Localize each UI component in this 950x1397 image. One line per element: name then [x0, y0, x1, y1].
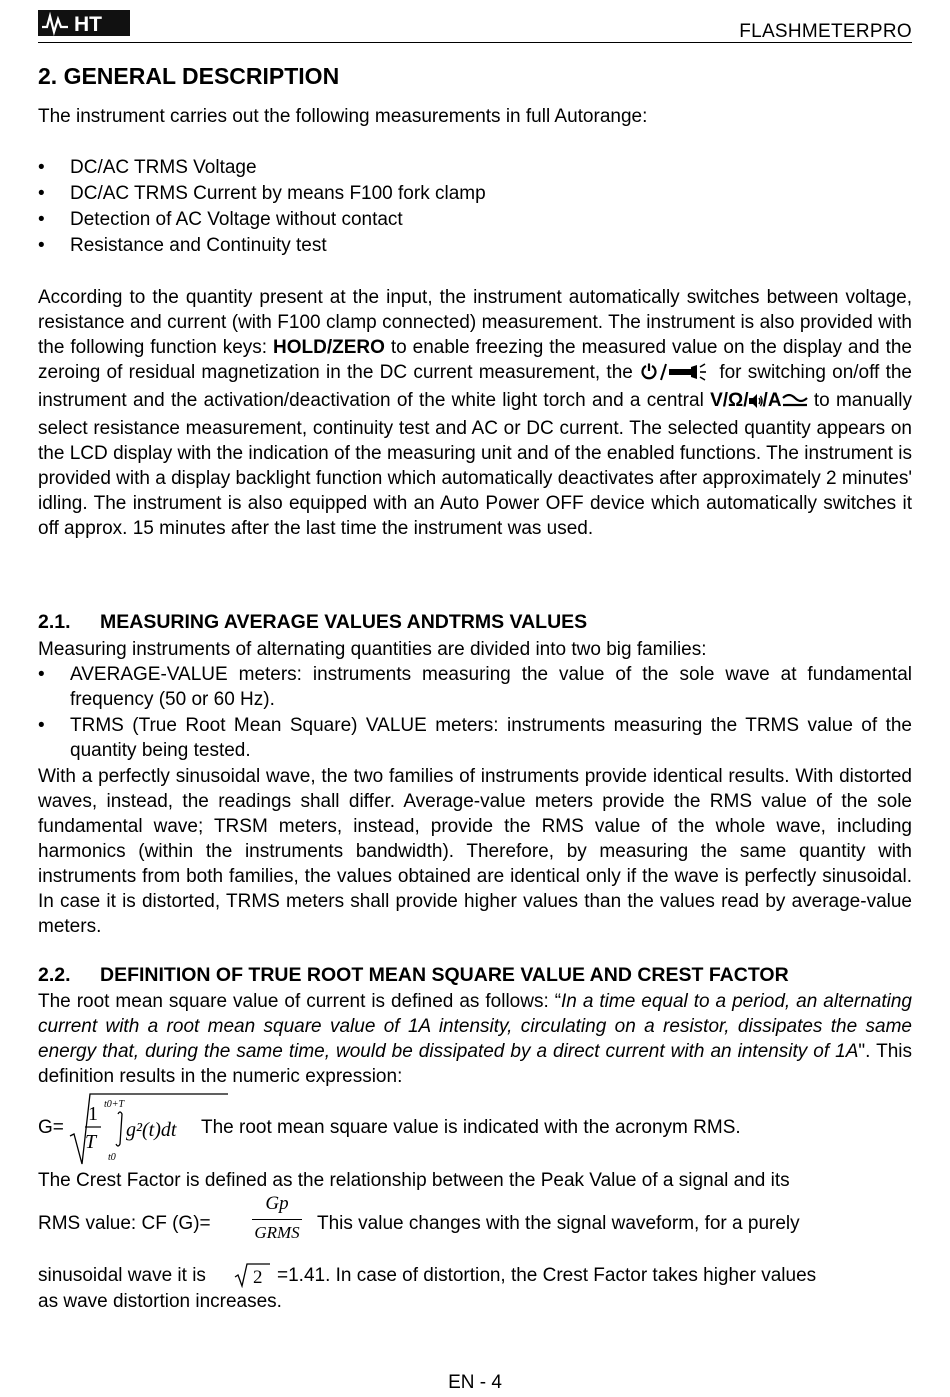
- section-2-1-body: With a perfectly sinusoidal wave, the two families of instruments provide identical results. With distorted waves, instead, the readings shall differ. Average-value meters provide the RMS value of the sole fundamental wave; TRSM meters, instead, provide the RMS value of the whole wave, including harmonics (within the instruments bandwidth). Therefore, by measuring the same quantity with instruments from both families, the values obtained are identical only if the wave is perfectly sinusoidal. In case it is distorted, TRMS meters shall provide higher values than the values read by average-value meters.: [38, 766, 912, 937]
- cf-fraction: [252, 1193, 302, 1244]
- distortion-text: as wave distortion increases.: [38, 1291, 282, 1312]
- sinusoidal-value-text: =1.41. In case of distortion, the Crest Factor takes higher values: [277, 1265, 817, 1286]
- section-2-title: 2. GENERAL DESCRIPTION: [38, 63, 340, 89]
- ht-logo: [38, 10, 130, 36]
- page-number: EN - 4: [448, 1372, 502, 1393]
- fraction-numerator: 1: [88, 1103, 98, 1125]
- page-header: [38, 8, 912, 43]
- section-2-intro: The instrument carries out the following measurements in full Autorange:: [38, 106, 648, 127]
- integral-lower-limit: t0: [108, 1152, 116, 1163]
- cf-denominator: GRMS: [254, 1223, 300, 1242]
- section-2-2-title: 2.2. DEFINITION OF TRUE ROOT MEAN SQUARE VALUE AND CREST FACTOR: [38, 964, 789, 986]
- sqrt-row: [38, 1263, 912, 1289]
- fraction-denominator: T: [85, 1131, 97, 1153]
- sqrt-symbol: [234, 1262, 274, 1288]
- power-torch-icon: [639, 363, 713, 388]
- logo-text: HT: [74, 13, 102, 36]
- g-label: G=: [38, 1117, 64, 1138]
- hold-zero-key: HOLD/ZERO: [273, 337, 385, 358]
- cf-label: RMS value: CF (G)=: [38, 1213, 211, 1234]
- integral-upper-limit: t0+T: [104, 1099, 125, 1110]
- crest-factor-definition: The Crest Factor is defined as the relationship between the Peak Value of a signal and its: [38, 1170, 790, 1191]
- ac-dc-icon: [782, 391, 808, 416]
- buzzer-icon: [749, 391, 763, 416]
- section-2-2-definition: The root mean square value of current is defined as follows: “In a time equal to a period, an alternating current with a root mean square value of 1A intensity, circulating on a resistor, dissipates the same energy that, during the same time, would be dissipated by a direct current with an intensity of 1A". This definition results in the numeric expression:: [38, 991, 912, 1087]
- section-2-description: According to the quantity present at the input, the instrument automatically switches between voltage, resistance and current (with F100 clamp connected) measurement. The instrument is also provided with the following function keys: HOLD/ZERO to enable freezing the measured value on the display and the zeroing of residual magnetization in the DC current measurement, the for switching on/off the instrument and the activation/deactivation of the white light torch and a central V/Ω/ /A to manually select resistance measurement, continuity test and AC or DC current. The selected quantity appears on the LCD display with the indication of the measuring unit and of the enabled functions. The instrument is provided with a display backlight function which automatically deactivates after approximately 2 minutes' idling. The instrument is also equipped with an Auto Power OFF device which automatically switches it off approx. 15 minutes after the last time the instrument was used.: [38, 287, 912, 539]
- section-2-1-intro: Measuring instruments of alternating quantities are divided into two big families:: [38, 639, 707, 660]
- cf-numerator: Gp: [265, 1193, 289, 1214]
- cf-note: This value changes with the signal waveform, for a purely: [317, 1213, 800, 1234]
- section-2-1-title: 2.1. MEASURING AVERAGE VALUES ANDTRMS VALUES: [38, 611, 588, 633]
- rms-formula: [38, 1092, 912, 1170]
- product-name: FLASHMETERPRO: [739, 21, 912, 42]
- sinusoidal-text: sinusoidal wave it is: [38, 1265, 206, 1286]
- rms-note: The root mean square value is indicated with the acronym RMS.: [201, 1117, 741, 1138]
- central-key: V/Ω/ /A: [710, 390, 807, 411]
- crest-factor-formula: [38, 1193, 912, 1257]
- sqrt-value: 2: [253, 1267, 263, 1288]
- integrand: g²(t)dt: [126, 1119, 177, 1141]
